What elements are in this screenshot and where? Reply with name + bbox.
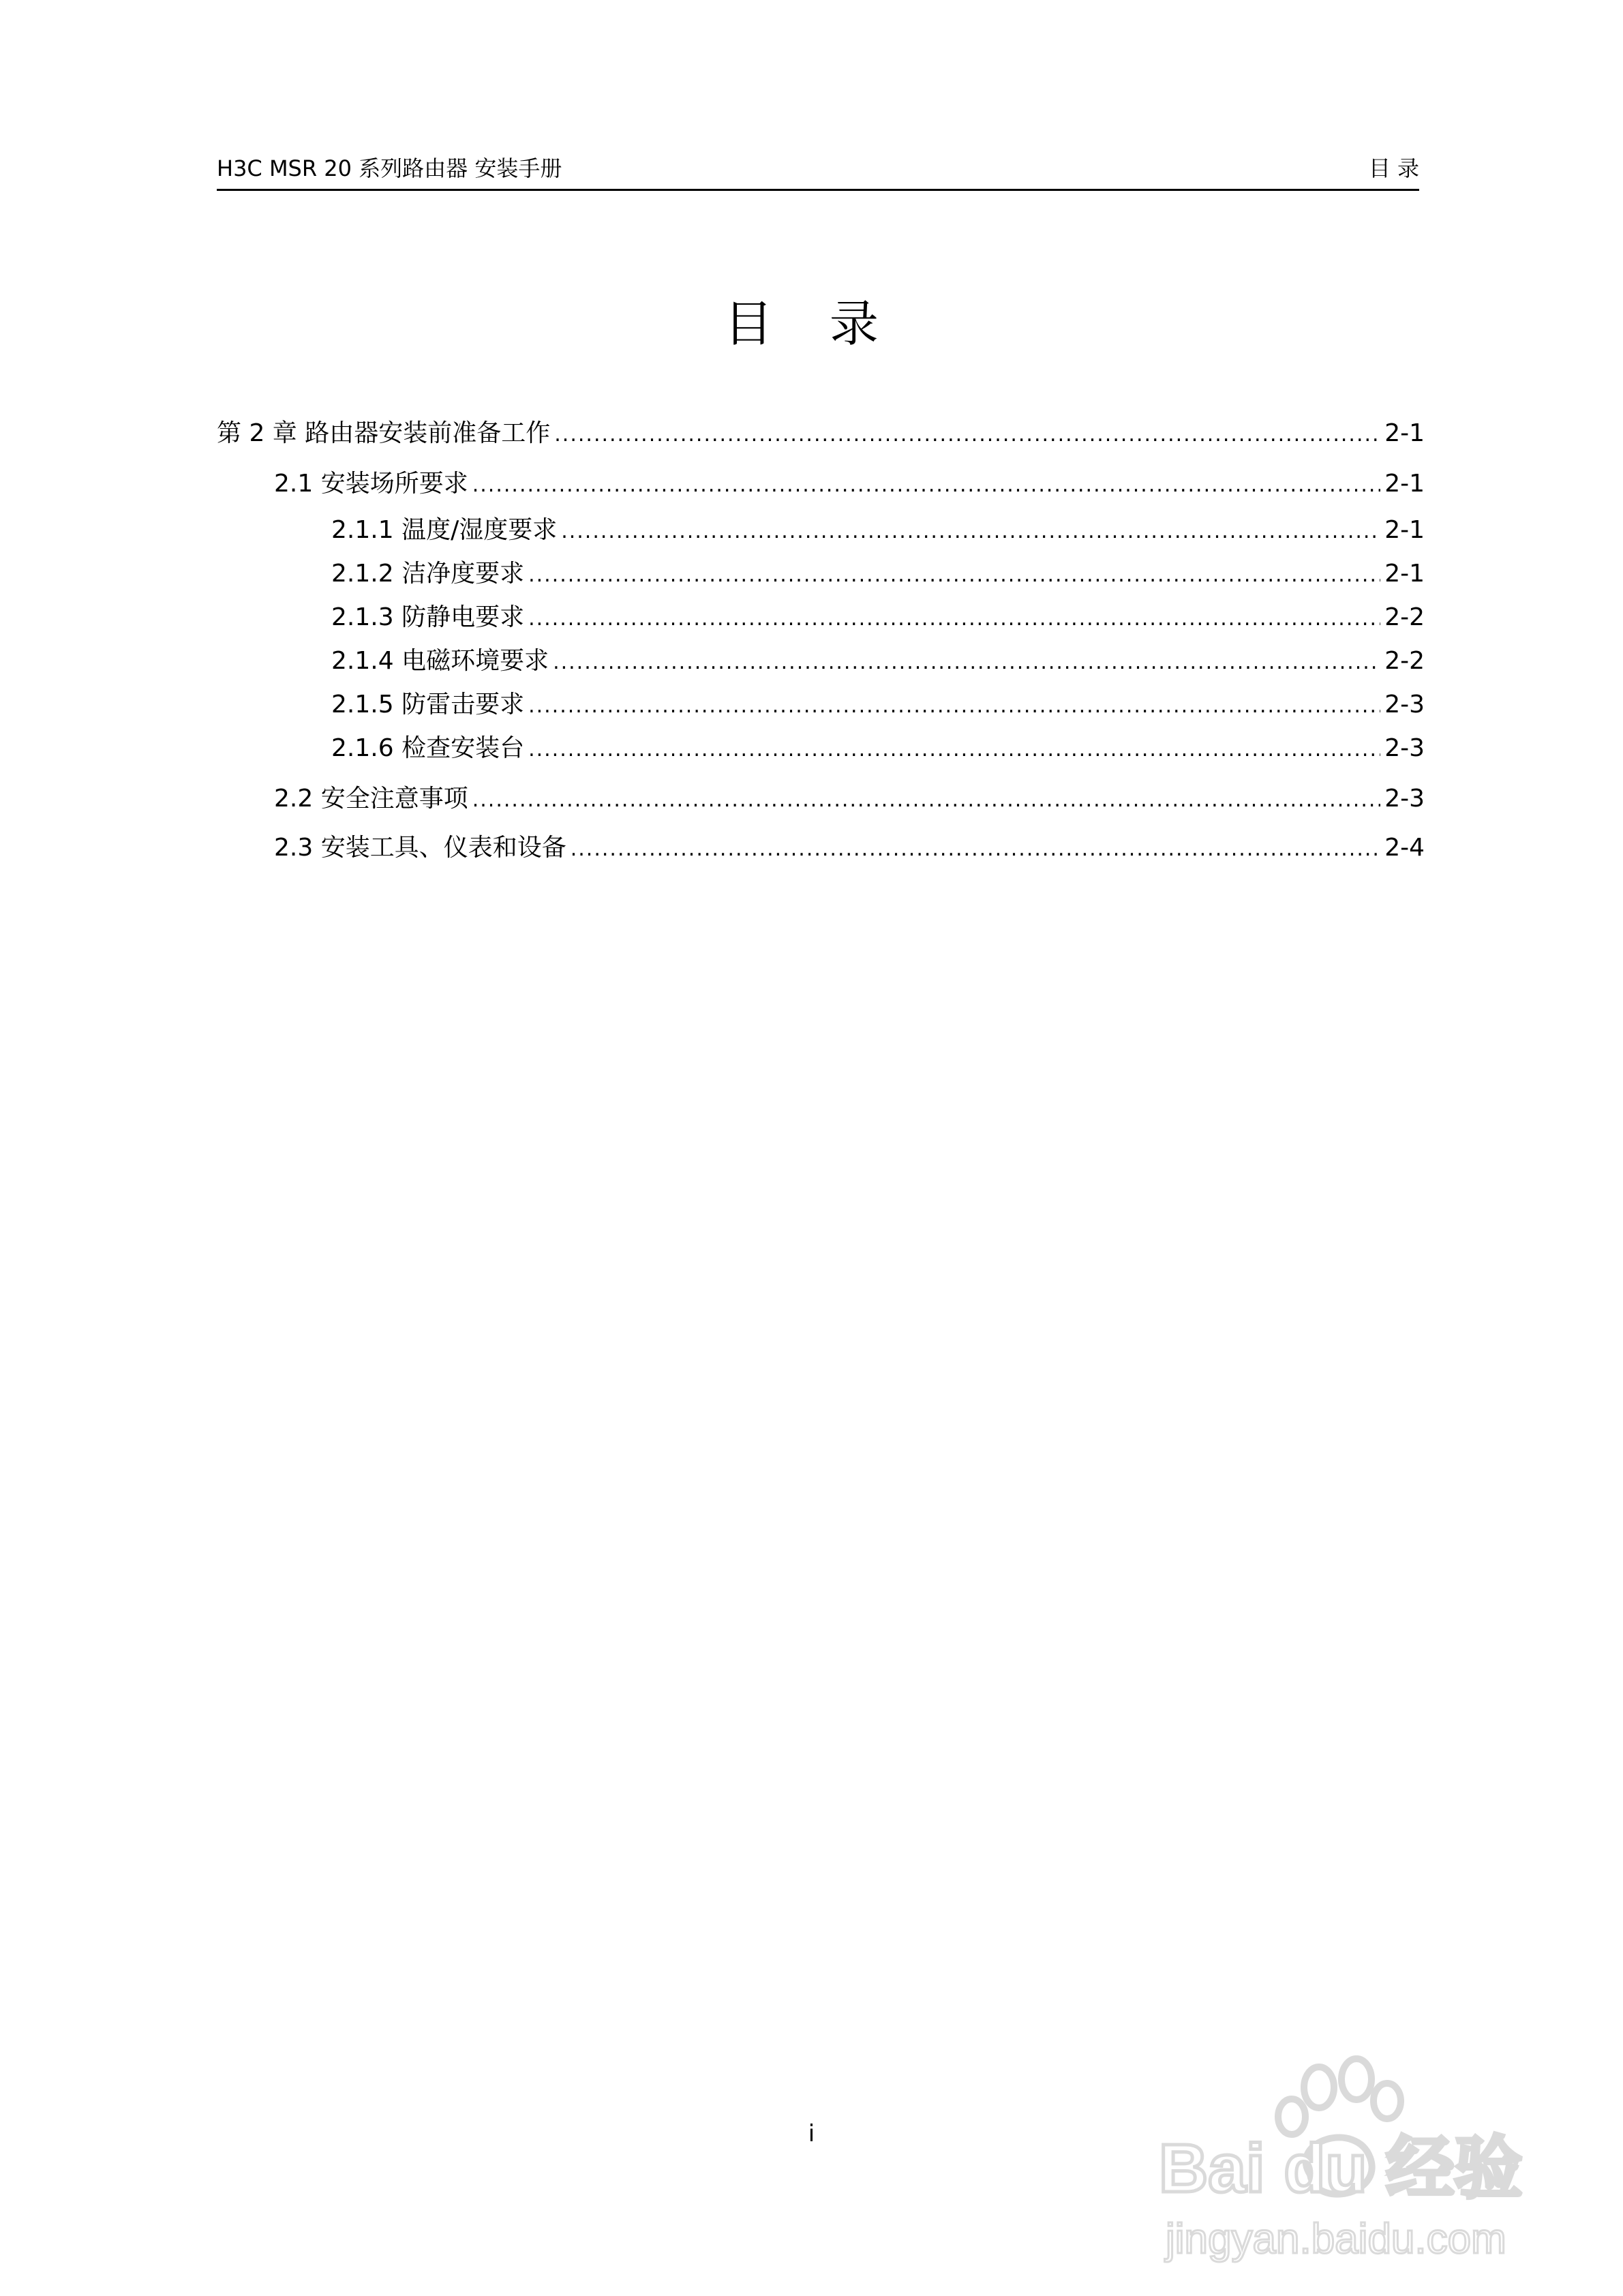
toc-entry-2-2[interactable] (274, 784, 1425, 814)
toc-dot-leader (528, 604, 1380, 634)
toc-page-number: 2-2 (1384, 647, 1425, 675)
toc-entry-2-1-3[interactable] (331, 603, 1425, 633)
toc-entry-2-1[interactable] (274, 469, 1425, 499)
toc-dot-leader (472, 470, 1380, 500)
toc-dot-leader (528, 560, 1380, 590)
toc-page-number: 2-1 (1384, 516, 1425, 544)
toc-dot-leader (561, 517, 1380, 547)
toc-page-number: 2-3 (1384, 691, 1425, 719)
watermark-brand-text: Bai du 经验 (1159, 2130, 1523, 2207)
toc-page-number: 2-1 (1384, 470, 1425, 498)
toc-entry-2-1-2[interactable] (331, 559, 1425, 589)
toc-entry-chapter-2[interactable] (217, 419, 1425, 449)
page-header (217, 151, 1419, 191)
toc-entry-2-1-5[interactable] (331, 690, 1425, 720)
toc-entry-label: 2.1.2 洁净度要求 (331, 560, 525, 588)
baidu-jingyan-watermark (1152, 2038, 1534, 2263)
toc-heading: 目 录 (724, 295, 899, 352)
toc-entry-2-3[interactable] (274, 833, 1425, 863)
toc-entry-label: 2.1.5 防雷击要求 (331, 691, 525, 719)
toc-entry-2-1-4[interactable] (331, 646, 1425, 676)
toc-dot-leader (528, 691, 1380, 721)
watermark-url-text: jingyan.baidu.com (1166, 2216, 1506, 2263)
toc-page-number: 2-1 (1384, 560, 1425, 588)
toc-dot-leader (528, 735, 1380, 765)
header-section-name: 目 录 (1368, 155, 1419, 181)
toc-entry-label: 2.2 安全注意事项 (274, 785, 468, 813)
toc-dot-leader (472, 785, 1380, 815)
toc-dot-leader (571, 834, 1380, 864)
toc-entry-2-1-6[interactable] (331, 734, 1425, 764)
toc-page-number: 2-1 (1384, 419, 1425, 447)
toc-entry-label: 2.1 安装场所要求 (274, 470, 468, 498)
toc-dot-leader (554, 420, 1380, 450)
toc-entry-2-1-1[interactable] (331, 515, 1425, 545)
header-document-title: H3C MSR 20 系列路由器 安装手册 (217, 155, 562, 181)
toc-entry-label: 2.1.6 检查安装台 (331, 734, 525, 762)
toc-entry-label: 2.1.3 防静电要求 (331, 603, 525, 631)
toc-entry-label: 2.3 安装工具、仪表和设备 (274, 834, 566, 862)
footer-page-number: i (808, 2120, 815, 2147)
toc-page-number: 2-3 (1384, 734, 1425, 762)
toc-page-number: 2-3 (1384, 785, 1425, 813)
toc-entry-label: 第 2 章 路由器安装前准备工作 (217, 419, 551, 447)
toc-entry-label: 2.1.1 温度/湿度要求 (331, 516, 558, 544)
toc-page-number: 2-2 (1384, 603, 1425, 631)
toc-page-number: 2-4 (1384, 834, 1425, 862)
toc-entry-label: 2.1.4 电磁环境要求 (331, 647, 549, 675)
toc-dot-leader (553, 648, 1380, 678)
